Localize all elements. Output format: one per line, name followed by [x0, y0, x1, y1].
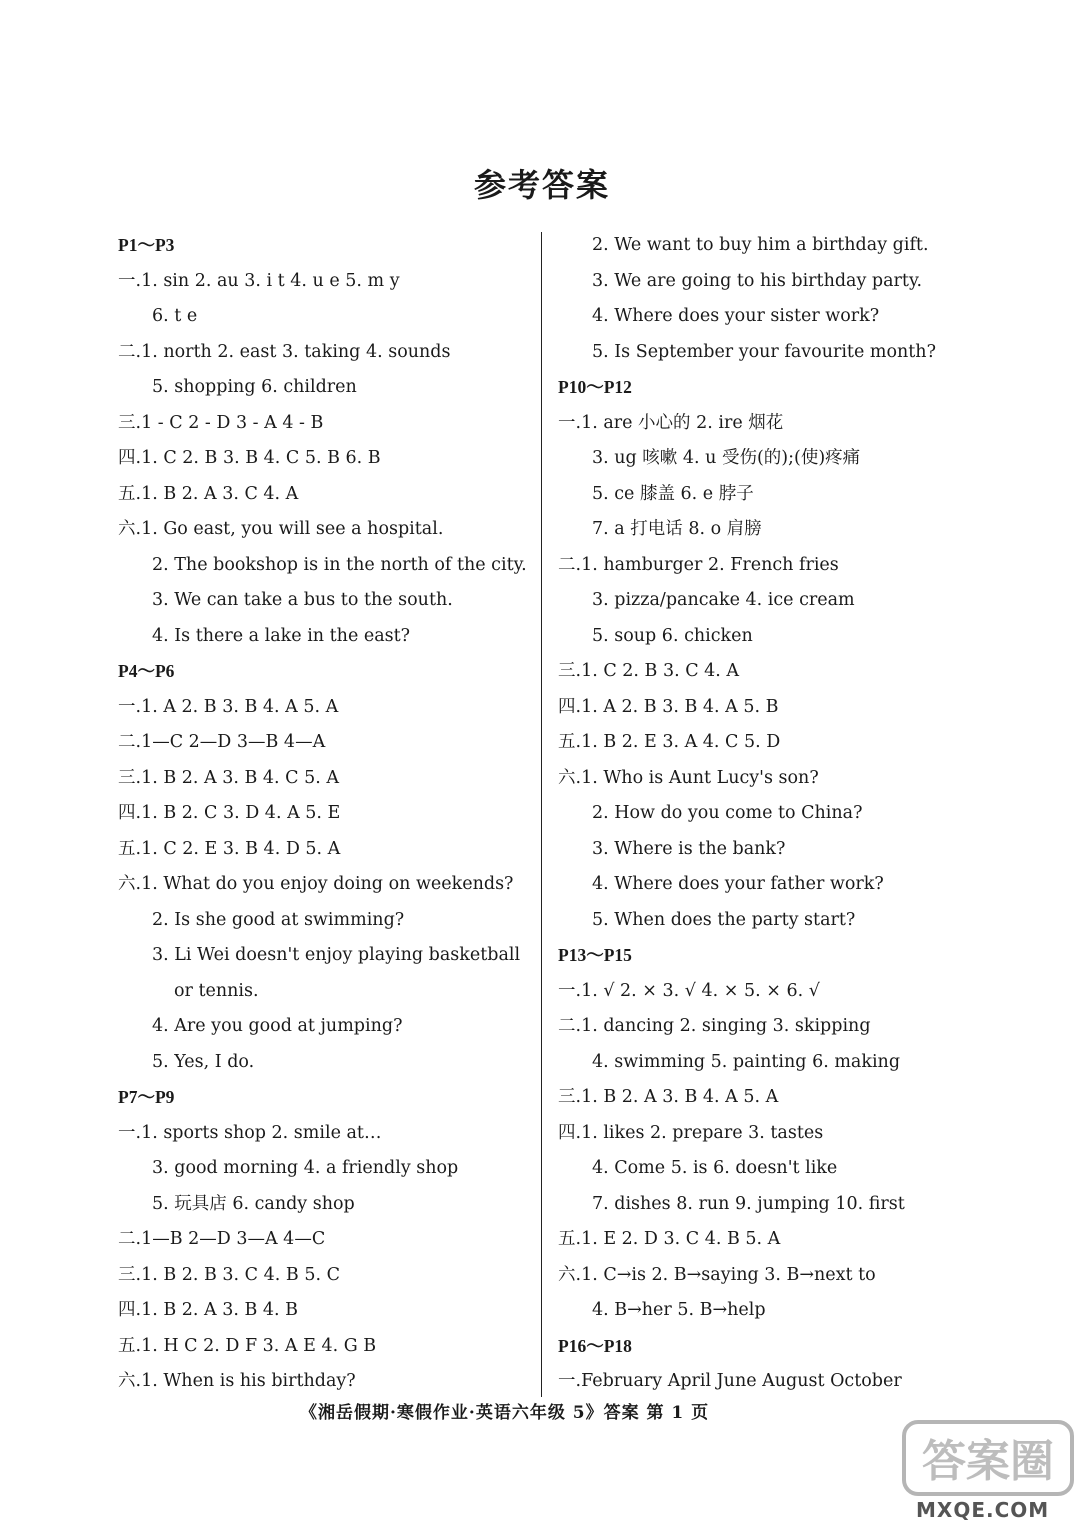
right-column — [558, 228, 978, 1400]
page-footer: 《湘岳假期·寒假作业·英语六年级 5》答案 第 1 页 — [300, 1403, 710, 1423]
answer-line: 二.1—B 2—D 3—A 4—C — [118, 1229, 326, 1249]
answer-line: 2. We want to buy him a birthday gift. — [592, 235, 929, 255]
answer-line: 4. Are you good at jumping? — [152, 1016, 403, 1036]
answer-line: 四.1. A 2. B 3. B 4. A 5. B — [558, 696, 779, 717]
answer-line: 三.1. B 2. A 3. B 4. C 5. A — [118, 767, 339, 788]
answer-line: 一.1. √ 2. × 3. √ 4. × 5. × 6. √ — [558, 980, 820, 1001]
answer-line: 六.1. When is his birthday? — [118, 1371, 356, 1391]
section-heading: P1～P3 — [118, 235, 175, 255]
answer-line: 三.1. B 2. A 3. B 4. A 5. A — [558, 1087, 779, 1107]
answer-line: 5. When does the party start? — [592, 909, 856, 930]
section-heading: P13～P15 — [558, 945, 632, 965]
answer-line: 二.1. north 2. east 3. taking 4. sounds — [118, 341, 451, 362]
left-column — [118, 228, 536, 1400]
answer-line: 六.1. C→is 2. B→saying 3. B→next to — [558, 1264, 876, 1285]
answer-line: 4. swimming 5. painting 6. making — [592, 1051, 901, 1072]
answer-line: 二.1—C 2—D 3—B 4—A — [118, 732, 326, 752]
answer-line: 四.1. B 2. A 3. B 4. B — [118, 1300, 299, 1320]
answer-line: 三.1 - C 2 - D 3 - A 4 - B — [118, 412, 324, 433]
answer-line: 一.1. A 2. B 3. B 4. A 5. A — [118, 696, 339, 717]
answer-line: 4. Where does your father work? — [592, 874, 884, 894]
page-title: 参考答案 — [473, 166, 610, 204]
answer-line: 4. B→her 5. B→help — [592, 1300, 766, 1320]
answer-line: 3. Where is the bank? — [592, 838, 786, 859]
watermark-url: MXQE.COM — [916, 1498, 1050, 1522]
answer-line: 五.1. C 2. E 3. B 4. D 5. A — [118, 838, 341, 859]
answer-line: 3. Li Wei doesn't enjoy playing basketball — [152, 945, 521, 965]
section-heading: P16～P18 — [558, 1335, 632, 1356]
answer-line: 四.1. likes 2. prepare 3. tastes — [558, 1122, 824, 1143]
answer-line: 三.1. B 2. B 3. C 4. B 5. C — [118, 1264, 340, 1285]
answer-line: 一.1. are 小心的 2. ire 烟花 — [558, 412, 784, 433]
answer-line: 5. shopping 6. children — [152, 377, 357, 397]
section-heading: P10～P12 — [558, 377, 632, 397]
answer-line: 2. How do you come to China? — [592, 803, 863, 823]
answer-line: 一.February April June August October — [558, 1371, 902, 1391]
answer-line: 六.1. Who is Aunt Lucy's son? — [558, 767, 819, 788]
answer-line: 六.1. What do you enjoy doing on weekends? — [118, 874, 514, 894]
answer-line: 5. ce 膝盖 6. e 脖子 — [592, 483, 754, 504]
answer-line: 一.1. sin 2. au 3. i t 4. u e 5. m y — [118, 270, 400, 291]
answer-line: 五.1. B 2. A 3. C 4. A — [118, 483, 299, 504]
answer-line: 5. soup 6. chicken — [592, 625, 753, 646]
answer-line: 二.1. dancing 2. singing 3. skipping — [558, 1016, 871, 1036]
answer-line: 二.1. hamburger 2. French fries — [558, 554, 839, 575]
answer-line: 三.1. C 2. B 3. C 4. A — [558, 661, 740, 681]
answer-line: 3. ug 咳嗽 4. u 受伤(的);(使)疼痛 — [592, 448, 861, 468]
answer-line: 5. Is September your favourite month? — [592, 341, 936, 362]
answer-line: 一.1. sports shop 2. smile at… — [118, 1122, 382, 1143]
answer-line: 5. Yes, I do. — [152, 1051, 255, 1072]
answer-line: 六.1. Go east, you will see a hospital. — [118, 519, 444, 539]
answer-line: 2. Is she good at swimming? — [152, 909, 405, 930]
answer-line: 3. pizza/pancake 4. ice cream — [592, 590, 855, 610]
answer-line: 3. We can take a bus to the south. — [152, 590, 453, 610]
answer-line: 四.1. B 2. C 3. D 4. A 5. E — [118, 803, 341, 823]
answer-line: 4. Come 5. is 6. doesn't like — [592, 1158, 838, 1178]
answer-line: 3. We are going to his birthday party. — [592, 270, 923, 291]
answer-line: 4. Where does your sister work? — [592, 306, 880, 326]
column-divider — [541, 232, 542, 1397]
answer-line: or tennis. — [174, 980, 259, 1001]
answer-line: 3. good morning 4. a friendly shop — [152, 1158, 459, 1178]
answer-line: 4. Is there a lake in the east? — [152, 625, 411, 646]
answer-line: 6. t e — [152, 306, 198, 326]
answer-line: 五.1. E 2. D 3. C 4. B 5. A — [558, 1229, 781, 1249]
section-heading: P7～P9 — [118, 1087, 175, 1107]
section-heading: P4～P6 — [118, 661, 175, 681]
answer-line: 五.1. H C 2. D F 3. A E 4. G B — [118, 1335, 377, 1356]
answer-line: 五.1. B 2. E 3. A 4. C 5. D — [558, 732, 781, 752]
answer-line: 7. dishes 8. run 9. jumping 10. first — [592, 1193, 905, 1214]
answer-line: 2. The bookshop is in the north of the city. — [152, 554, 527, 575]
svg-text:答案圈: 答案圈 — [922, 1436, 1054, 1487]
answer-line: 7. a 打电话 8. o 肩膀 — [592, 519, 762, 539]
answer-line: 四.1. C 2. B 3. B 4. C 5. B 6. B — [118, 448, 381, 468]
answer-line: 5. 玩具店 6. candy shop — [152, 1193, 355, 1214]
